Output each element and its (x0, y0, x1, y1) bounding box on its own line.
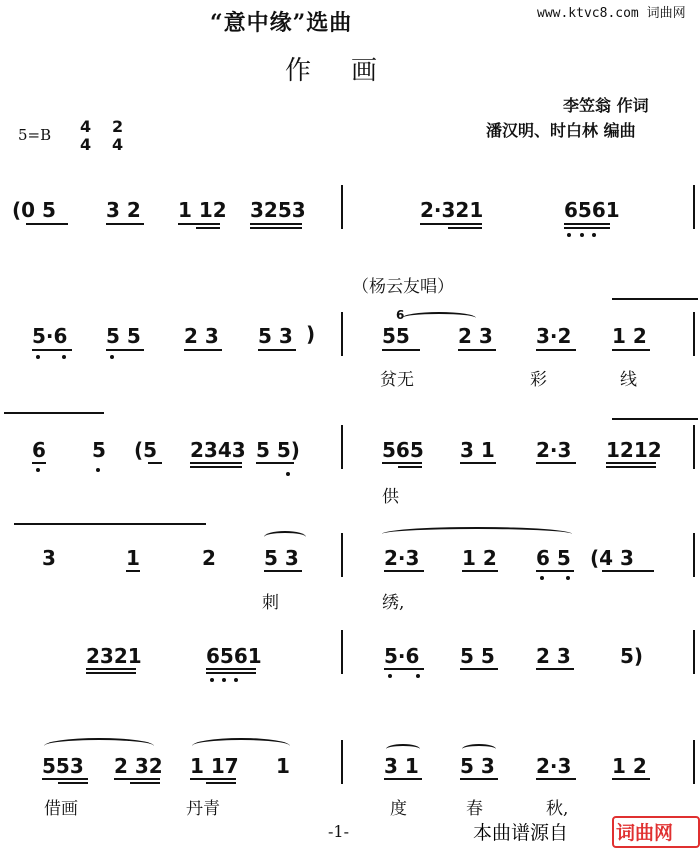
note-group: 2321 (86, 644, 142, 668)
low-octave-dot (566, 576, 570, 580)
beam (536, 349, 576, 351)
beam (564, 227, 610, 229)
note-group: 6561 (206, 644, 262, 668)
barline (341, 425, 343, 469)
lyric: 供 (382, 487, 399, 507)
barline (693, 533, 695, 577)
beam (612, 778, 650, 780)
low-octave-dot (286, 472, 290, 476)
beam (126, 570, 140, 572)
beam (86, 668, 136, 670)
barline (341, 533, 343, 577)
note-group: 2·321 (420, 198, 484, 222)
note: 6 (32, 438, 46, 462)
beam (382, 349, 420, 351)
slur (382, 527, 572, 541)
note-group: 5·6 (32, 324, 68, 348)
beam (206, 782, 236, 784)
barline (341, 630, 343, 674)
note-group: 2 32 (114, 754, 163, 778)
note-group: 2·3 (536, 438, 572, 462)
barline (693, 185, 695, 229)
beam (256, 462, 294, 464)
beam (420, 223, 482, 225)
watermark-url: www.ktvc8.com 词曲网 (537, 6, 686, 21)
beam (196, 227, 220, 229)
barline (693, 312, 695, 356)
note-group: 1 2 (612, 754, 647, 778)
lyric: 绣, (382, 593, 405, 613)
page-number: -1- (328, 822, 349, 841)
lyric: 秋, (546, 799, 569, 819)
beam (106, 223, 144, 225)
beam (606, 462, 656, 464)
note-group: 6 5 (536, 546, 571, 570)
low-octave-dot (234, 678, 238, 682)
closing-paren: ) (306, 322, 316, 346)
beam (106, 349, 144, 351)
time-signature-4-4: 4 4 (80, 117, 92, 154)
note-group: 5 3 (264, 546, 299, 570)
low-octave-dot (36, 468, 40, 472)
note: 1 (126, 546, 140, 570)
beam (606, 466, 656, 468)
note-group: 1 2 (612, 324, 647, 348)
note-group: 3253 (250, 198, 306, 222)
beam (384, 668, 424, 670)
note: 3 (42, 546, 56, 570)
barline (341, 312, 343, 356)
lyric: 彩 (530, 370, 547, 390)
beam (130, 782, 160, 784)
song-subtitle: 作画 (285, 56, 418, 86)
low-octave-dot (62, 355, 66, 359)
lyricist-credit: 李笠翁 作词 (563, 96, 649, 115)
beam (460, 462, 496, 464)
low-octave-dot (592, 233, 596, 237)
beam (148, 462, 162, 464)
beam (462, 570, 498, 572)
note-group: 2·3 (384, 546, 420, 570)
beam (398, 466, 422, 468)
note-group: 2343 (190, 438, 246, 462)
barline (693, 630, 695, 674)
note-group: 5 5 (460, 644, 495, 668)
beam (190, 462, 242, 464)
lyric: 丹青 (186, 799, 220, 819)
slur (44, 738, 154, 754)
beam (458, 349, 496, 351)
low-octave-dot (540, 576, 544, 580)
slur (192, 738, 290, 754)
beam (384, 570, 424, 572)
beam (178, 223, 220, 225)
note-group: 5) (620, 644, 644, 668)
note-group: 553 (42, 754, 84, 778)
note-group: 2 3 (536, 644, 571, 668)
lyric: 度 (390, 799, 407, 819)
note-group: 3·2 (536, 324, 572, 348)
beam (190, 778, 236, 780)
low-octave-dot (36, 355, 40, 359)
barline (341, 185, 343, 229)
beam (612, 349, 650, 351)
beam (448, 227, 482, 229)
note-group: 1 17 (190, 754, 239, 778)
barline (693, 740, 695, 784)
note-group: 2 3 (184, 324, 219, 348)
low-octave-dot (210, 678, 214, 682)
beam (206, 672, 256, 674)
beam (114, 778, 160, 780)
beam (536, 778, 576, 780)
lyric: 春 (466, 799, 483, 819)
beam (250, 223, 302, 225)
slur (462, 744, 496, 754)
watermark-logo[interactable]: 词曲网 (616, 822, 674, 844)
beam (58, 782, 88, 784)
beam (460, 778, 498, 780)
low-octave-dot (580, 233, 584, 237)
note-group: (0 5 (12, 198, 56, 222)
beam (206, 668, 256, 670)
note-group: 1 12 (178, 198, 227, 222)
beam (536, 668, 574, 670)
beam (536, 570, 574, 572)
beam (26, 223, 68, 225)
beam (32, 462, 46, 464)
watermark-source: 本曲谱源自 (473, 822, 569, 844)
beam (32, 349, 72, 351)
song-title: “意中缘”选曲 (210, 10, 353, 36)
low-octave-dot (222, 678, 226, 682)
note-group: 1212 (606, 438, 662, 462)
note: 2 (202, 546, 216, 570)
composer-credit: 潘汉明、时白林 编曲 (486, 121, 636, 140)
note-group: 5·6 (384, 644, 420, 668)
singer-annotation: （杨云友唱） (352, 277, 454, 297)
note-group: 565 (382, 438, 424, 462)
low-octave-dot (110, 355, 114, 359)
note: 1 (276, 754, 290, 778)
beam (264, 570, 302, 572)
beam (382, 462, 422, 464)
beam (564, 223, 610, 225)
beam (384, 778, 422, 780)
lyric: 刺 (262, 593, 279, 613)
tie-line (14, 523, 206, 525)
note-group: 5 3 (460, 754, 495, 778)
grace-note: 6 (396, 308, 405, 322)
low-octave-dot (96, 468, 100, 472)
note-group: 5 5) (256, 438, 300, 462)
low-octave-dot (388, 674, 392, 678)
low-octave-dot (416, 674, 420, 678)
beam (258, 349, 296, 351)
note-group: 2 3 (458, 324, 493, 348)
note: 5 (92, 438, 106, 462)
lyric: 线 (620, 370, 637, 390)
note-group: 5 5 (106, 324, 141, 348)
note-group: (5 (134, 438, 158, 462)
beam (190, 466, 242, 468)
beam (250, 227, 302, 229)
barline (341, 740, 343, 784)
tie-line (4, 412, 104, 414)
note-group: 3 2 (106, 198, 141, 222)
slur (386, 744, 420, 754)
beam (86, 672, 136, 674)
beam (184, 349, 222, 351)
note-group: 5̇5 (382, 324, 410, 348)
note-group: 3 1 (384, 754, 419, 778)
beam (42, 778, 88, 780)
tie-line (612, 418, 698, 420)
beam (460, 668, 498, 670)
note-group: (4 3 (590, 546, 634, 570)
note-group: 3 1 (460, 438, 495, 462)
beam (602, 570, 654, 572)
lyric: 借画 (44, 799, 78, 819)
beam (536, 462, 576, 464)
slur (402, 312, 476, 324)
barline (693, 425, 695, 469)
note-group: 2·3 (536, 754, 572, 778)
note-group: 6561 (564, 198, 620, 222)
slur (264, 531, 306, 543)
lyric: 贫无 (380, 370, 414, 390)
low-octave-dot (567, 233, 571, 237)
time-signature-2-4: 2 4 (112, 117, 124, 154)
tie-line (612, 298, 698, 300)
note-group: 5 3 (258, 324, 293, 348)
note-group: 1 2 (462, 546, 497, 570)
key-signature: 5=B (18, 126, 52, 144)
